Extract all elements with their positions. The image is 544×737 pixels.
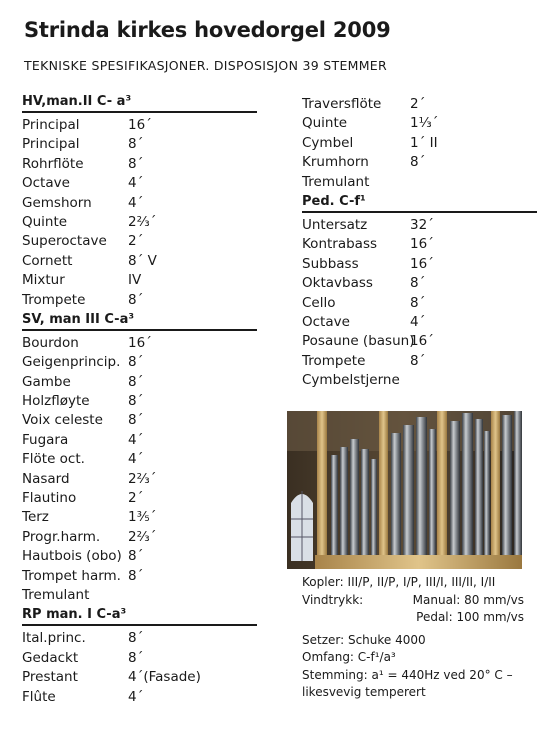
page-subtitle: TEKNISKE SPESIFIKASJONER. DISPOSISJON 39 STEMMER bbox=[24, 58, 387, 73]
stop-name: Mixtur bbox=[22, 272, 65, 289]
stop-name: Voix celeste bbox=[22, 412, 103, 429]
right-column bbox=[302, 95, 537, 390]
stop-row bbox=[22, 174, 257, 193]
stop-name: Nasard bbox=[22, 470, 70, 487]
spec-setzer: Setzer: Schuke 4000 bbox=[302, 632, 426, 647]
stop-row bbox=[22, 450, 257, 469]
division-heading-hv bbox=[22, 92, 257, 112]
spec-wind-pressure bbox=[302, 592, 538, 610]
stop-name: Krumhorn bbox=[302, 154, 369, 171]
stop-feet: 8´ bbox=[410, 352, 426, 369]
stop-row bbox=[22, 373, 257, 392]
stop-name: Gedackt bbox=[22, 649, 79, 666]
stop-row bbox=[22, 252, 257, 271]
stop-name: Flûte bbox=[22, 688, 56, 705]
stop-feet: 1⅗´ bbox=[128, 509, 157, 526]
stop-row bbox=[22, 291, 257, 310]
stop-feet: 1´ II bbox=[410, 134, 438, 151]
stop-row bbox=[22, 392, 257, 411]
division-title: RP man. I C-a³ bbox=[22, 607, 127, 623]
stop-row bbox=[22, 649, 257, 668]
division-title: SV, man III C-a³ bbox=[22, 311, 135, 327]
stop-name: Trompete bbox=[22, 291, 86, 308]
stop-row bbox=[22, 116, 257, 135]
stop-name: Tremulant bbox=[22, 586, 90, 603]
stop-row bbox=[302, 255, 537, 274]
stop-name: Quinte bbox=[22, 213, 68, 230]
stop-feet: 4´ bbox=[128, 175, 144, 192]
stop-row bbox=[22, 668, 257, 687]
stop-name: Superoctave bbox=[22, 233, 107, 250]
stop-row bbox=[302, 352, 537, 371]
division-title: HV,man.II C- a³ bbox=[22, 94, 132, 109]
stop-name: Flautino bbox=[22, 490, 77, 507]
stop-feet: 4´ bbox=[128, 688, 144, 705]
stop-feet: 32´ bbox=[410, 216, 434, 233]
stop-name: Ital.princ. bbox=[22, 630, 86, 647]
stop-feet: 8´ bbox=[128, 412, 144, 429]
stop-row bbox=[22, 431, 257, 450]
stop-row bbox=[302, 216, 537, 235]
stop-feet: 16´ bbox=[128, 334, 152, 351]
stop-row bbox=[22, 353, 257, 372]
stop-name: Posaune (basun) bbox=[302, 333, 415, 350]
stop-feet: 8´ V bbox=[128, 252, 157, 269]
stop-feet: 8´ bbox=[128, 373, 144, 390]
spec-label: Vindtrykk: bbox=[302, 592, 364, 607]
stop-name: Trompet harm. bbox=[22, 567, 121, 584]
stop-row bbox=[22, 155, 257, 174]
stop-feet: 2´ bbox=[410, 96, 426, 112]
stop-row bbox=[302, 274, 537, 293]
spec-value: Pedal: 100 mm/vs bbox=[416, 610, 524, 624]
division-heading-sv bbox=[22, 310, 257, 330]
stop-name: Traversflöte bbox=[302, 96, 382, 112]
stop-name: Holzfløyte bbox=[22, 393, 90, 410]
stop-feet: 4´ bbox=[410, 313, 426, 330]
stop-row bbox=[22, 629, 257, 648]
stop-feet: 8´ bbox=[410, 275, 426, 292]
spec-couplers: Kopler: III/P, II/P, I/P, III/I, III/II, I/II bbox=[302, 575, 496, 589]
stop-row bbox=[302, 134, 537, 153]
stop-name: Subbass bbox=[302, 255, 359, 272]
stop-row bbox=[302, 371, 537, 390]
stop-row bbox=[22, 135, 257, 154]
stop-feet: 4´ bbox=[128, 451, 144, 468]
stop-row bbox=[22, 194, 257, 213]
stop-name: Rohrflöte bbox=[22, 155, 84, 172]
stop-row bbox=[22, 547, 257, 566]
left-column bbox=[22, 92, 257, 707]
stop-row bbox=[22, 508, 257, 527]
stop-feet: 16´ bbox=[128, 117, 152, 133]
stop-row bbox=[302, 153, 537, 172]
heading-rule bbox=[302, 211, 537, 213]
spec-tuning: Stemming: a¹ = 440Hz ved 20° C – bbox=[302, 667, 513, 682]
stop-row bbox=[302, 95, 537, 114]
spec-compass: Omfang: C-f¹/a³ bbox=[302, 650, 396, 664]
stop-name: Quinte bbox=[302, 115, 348, 132]
stop-feet: IV bbox=[128, 272, 142, 289]
stop-feet: 2⅔´ bbox=[128, 213, 157, 230]
stop-row bbox=[22, 489, 257, 508]
stop-feet: 2⅔´ bbox=[128, 470, 157, 487]
stop-feet: 8´ bbox=[128, 136, 144, 153]
stop-row bbox=[22, 470, 257, 489]
stop-row bbox=[302, 114, 537, 133]
stop-name: Cymbelstjerne bbox=[302, 372, 400, 389]
stop-name: Terz bbox=[22, 509, 49, 526]
stop-feet: 2´ bbox=[128, 233, 144, 250]
stop-feet: 8´ bbox=[128, 649, 144, 666]
stop-row bbox=[302, 294, 537, 313]
stop-feet: 8´ bbox=[128, 155, 144, 172]
stop-row bbox=[22, 411, 257, 430]
stop-feet: 8´ bbox=[128, 548, 144, 565]
stop-feet: 8´ bbox=[410, 154, 426, 171]
stop-feet: 8´ bbox=[128, 393, 144, 410]
stop-feet: 16´ bbox=[410, 255, 434, 272]
division-heading-rp bbox=[22, 605, 257, 625]
stop-row bbox=[22, 271, 257, 290]
stop-name: Geigenprincip. bbox=[22, 354, 121, 371]
stop-row bbox=[22, 586, 257, 605]
stop-name: Cymbel bbox=[302, 134, 354, 151]
heading-rule bbox=[22, 624, 257, 626]
stop-row bbox=[22, 567, 257, 586]
stop-feet: 8´ bbox=[410, 294, 426, 311]
stop-row bbox=[22, 232, 257, 251]
stop-row bbox=[22, 334, 257, 353]
stop-name: Octave bbox=[22, 175, 70, 192]
stop-name: Principal bbox=[22, 117, 80, 133]
stop-row bbox=[302, 173, 537, 192]
stop-name: Cornett bbox=[22, 252, 73, 269]
spec-wind-pressure-pedal bbox=[302, 609, 538, 627]
stop-feet: 16´ bbox=[410, 236, 434, 253]
spec-temperament: likesvevig temperert bbox=[302, 685, 426, 699]
stop-name: Progr.harm. bbox=[22, 528, 101, 545]
stop-feet: 4´ bbox=[128, 431, 144, 448]
stop-name: Gambe bbox=[22, 373, 71, 390]
organ-pipes-illustration bbox=[287, 411, 522, 569]
stop-name: Oktavbass bbox=[302, 275, 373, 292]
stop-name: Prestant bbox=[22, 669, 78, 686]
stop-name: Principal bbox=[22, 136, 80, 153]
stop-row bbox=[302, 235, 537, 254]
stop-feet: 16´ bbox=[410, 333, 434, 350]
stop-feet: 8´ bbox=[128, 291, 144, 308]
stop-feet: 2⅔´ bbox=[128, 528, 157, 545]
organ-photo bbox=[287, 411, 522, 569]
division-heading-pedal bbox=[302, 192, 537, 212]
stop-name: Trompete bbox=[302, 352, 366, 369]
stop-name: Flöte oct. bbox=[22, 451, 85, 468]
stop-feet: 1⅓´ bbox=[410, 115, 439, 132]
stop-name: Octave bbox=[302, 313, 350, 330]
stop-name: Untersatz bbox=[302, 216, 368, 233]
stop-row bbox=[22, 213, 257, 232]
stop-name: Bourdon bbox=[22, 334, 79, 351]
stop-feet: 4´(Fasade) bbox=[128, 669, 201, 686]
heading-rule bbox=[22, 111, 257, 113]
stop-name: Tremulant bbox=[302, 173, 370, 190]
stop-feet: 8´ bbox=[128, 354, 144, 371]
stop-row bbox=[22, 528, 257, 547]
stop-feet: 4´ bbox=[128, 194, 144, 211]
stop-row bbox=[22, 688, 257, 707]
stop-name: Cello bbox=[302, 294, 336, 311]
stop-feet: 2´ bbox=[128, 490, 144, 507]
heading-rule bbox=[22, 329, 257, 331]
stop-row bbox=[302, 313, 537, 332]
stop-feet: 8´ bbox=[128, 630, 144, 647]
stop-row bbox=[302, 332, 537, 351]
division-title: Ped. C-f¹ bbox=[302, 193, 366, 209]
stop-feet: 8´ bbox=[128, 567, 144, 584]
technical-specs bbox=[302, 574, 538, 702]
stop-name: Gemshorn bbox=[22, 194, 92, 211]
stop-name: Fugara bbox=[22, 431, 69, 448]
page-title: Strinda kirkes hovedorgel 2009 bbox=[24, 18, 391, 42]
stop-name: Kontrabass bbox=[302, 236, 378, 253]
stop-name: Hautbois (obo) bbox=[22, 548, 122, 565]
spec-value: Manual: 80 mm/vs bbox=[412, 592, 524, 607]
